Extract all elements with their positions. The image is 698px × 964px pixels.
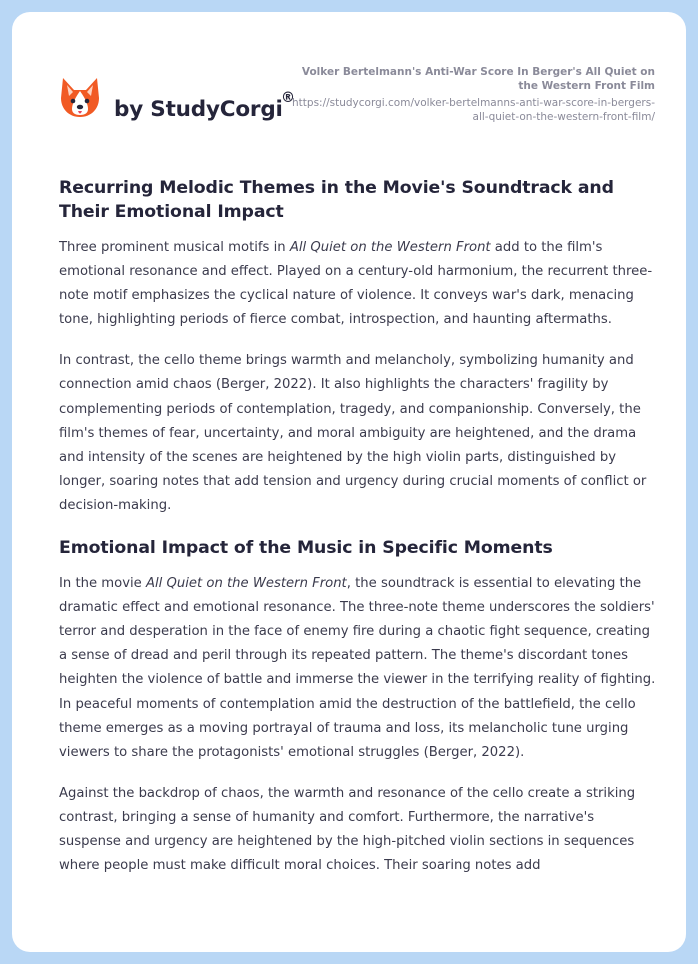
brand-name: by StudyCorgi (114, 97, 283, 122)
section-heading: Recurring Melodic Themes in the Movie's Soundtrack and Their Emotional Impact (59, 178, 614, 222)
registered-mark: ® (281, 90, 295, 106)
paragraph (59, 236, 659, 332)
film-title: All Quiet on the Western Front (289, 240, 491, 255)
paragraph: In contrast, the cello theme brings warmth and melancholy, symbolizing humanity and connection amid chaos (Berger, 2022). It also highlights the characters' fragility by complementing periods of contemplation, tragedy, and companionship. Conversely, the film's themes of fear, uncertainty, and moral ambiguity are heightened, and the drama and intensity of the scenes are heightened by the high violin parts, distinguished by longer, soaring notes that add tension and urgency during crucial moments of conflict or decision-making. (59, 353, 647, 513)
reference-url[interactable]: https://studycorgi.com/volker-bertelmanns-anti-war-score-in-bergers-all-quiet-on-the-western-front-film/ (292, 97, 655, 123)
section-heading: Emotional Impact of the Music in Specific Moments (59, 538, 553, 559)
article-body (59, 176, 659, 878)
paragraph (59, 572, 659, 765)
paragraph-text: , the soundtrack is essential to elevating the dramatic effect and emotional resonance. The three-note theme underscores the soldiers' terror and desperation in the face of enemy fire during a chaotic fight sequence, creating a sense of dread and peril through its repeated pattern. The theme's discordant tones heighten the violence of battle and immerse the viewer in the terrifying reality of fighting. In peaceful moments of contemplation amid the destruction of the battlefield, the cello theme emerges as a moving portrayal of trauma and loss, its melancholic tune urging viewers to share the protagonists' emotional struggles (Berger, 2022). (59, 576, 656, 760)
paragraph-text: In the movie (59, 576, 146, 592)
corgi-icon (60, 76, 100, 120)
reference-title: Volker Bertelmann's Anti-War Score In Berger's All Quiet on the Western Front Film (301, 66, 655, 92)
film-title: All Quiet on the Western Front (145, 576, 347, 592)
paragraph-text: add to the film's emotional resonance and effect. Played on a century-old harmonium, the recurrent three-note motif emphasizes the cyclical nature of violence. It conveys war's dark, menacing tone, highlighting periods of fierce combat, introspection, and haunting aftermaths. (59, 240, 653, 328)
document-page (12, 12, 686, 952)
paragraph-text: Three prominent musical motifs in (59, 240, 290, 255)
paragraph: Against the backdrop of chaos, the warmth and resonance of the cello create a striking contrast, bringing a sense of humanity and comfort. Furthermore, the narrative's suspense and urgency are heightened by the high-pitched violin sections in sequences where people must make difficult moral choices. Their soaring notes add (59, 785, 636, 874)
